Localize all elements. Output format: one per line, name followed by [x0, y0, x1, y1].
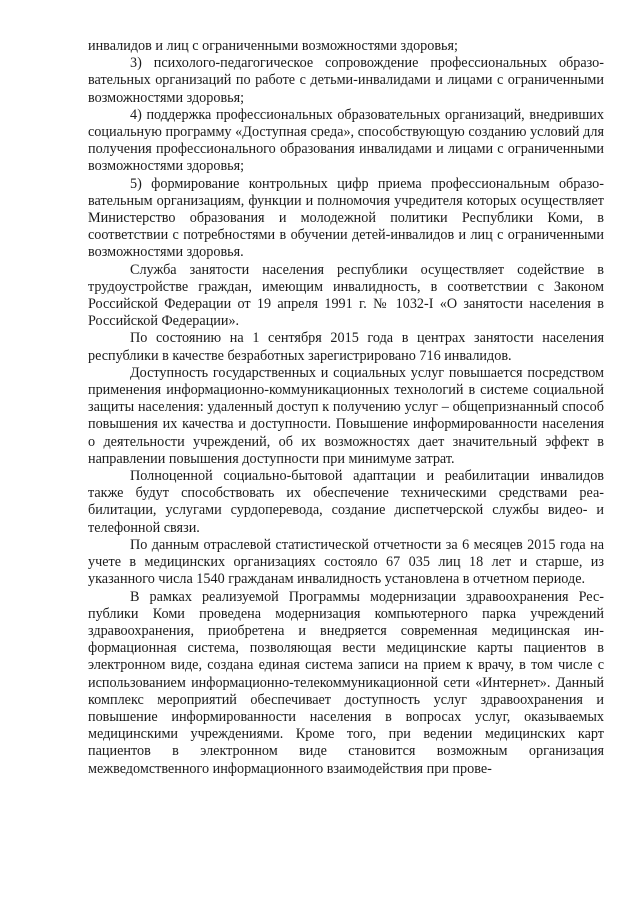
paragraph-service-accessibility: Доступность государственных и социальных услуг повышается посредством применения информационно-коммуникационных технологий в системе социальной защиты населения: удаленный доступ к получению услуг – общепризнанный способ повышения их качества и доступности. Повышение информированности населения о деятельности учреждений, об их возможностях дает значительный эффект в направлении повышения доступности при минимуме затрат. [88, 364, 604, 467]
paragraph-employment-service: Служба занятости населения республики осуществляет содействие в трудоустройстве граждан, имеющим инвалидность, в соответствии с Законом Российской Федерации от 19 апреля 1991 г. № 1032-I «О занятости населения в Российской Федерации». [88, 261, 604, 330]
paragraph-continuation: инвалидов и лиц с ограниченными возможностями здоровья; [88, 38, 458, 54]
document-page [88, 38, 604, 778]
paragraph-item-4: 4) поддержка профессиональных образовательных организаций, внедривших социальную программу «Доступная среда», способствующую созданию условий для получения профессионального образования инвалидами и лицами с ограниченными возможностями здоровья; [88, 106, 604, 175]
paragraph-item-5: 5) формирование контрольных цифр приема профессиональным образовательным организациям, функции и полномочия учредителя которых осуществляет Министерство образования и молодежной политики Республики Коми, в соответствии с потребностями в обучении детей-инвалидов и лиц с ограниченными возможностями здоровья. [88, 175, 604, 261]
paragraph-healthcare-modernization: В рамках реализуемой Программы модернизации здравоохранения Республики Коми проведена модернизация компьютерного парка учреждений здравоохранения, приобретена и внедряется современная медицинская информационная система, позволяющая вести медицинские карты пациентов в электронном виде, создана единая система записи на прием к врачу, в том числе с использованием информационно-телекоммуникационной сети «Интернет». Данный комплекс мероприятий обеспечивает доступность услуг здравоохранения и повышение информированности населения в вопросах услуг, оказываемых медицинскими учреждениями. Кроме того, при ведении медицинских карт пациентов в электронном виде становится возможным организация межведомственного информационного взаимодействия при прове- [88, 588, 604, 777]
paragraph-item-3: 3) психолого-педагогическое сопровождение профессиональных образовательных организаций по работе с детьми-инвалидами и лицами с ограниченными возможностями здоровья; [88, 55, 604, 106]
paragraph-unemployed-count: По состоянию на 1 сентября 2015 года в центрах занятости населения республики в качестве безработных зарегистрировано 716 инвалидов. [88, 330, 604, 364]
paragraph-statistics: По данным отраслевой статистической отчетности за 6 месяцев 2015 года на учете в медицинских организациях состояло 67 035 лиц 18 лет и старше, из указанного числа 1540 гражданам инвалидность установлена в отчетном периоде. [88, 536, 604, 588]
paragraph-rehabilitation: Полноценной социально-бытовой адаптации и реабилитации инвалидов также будут способствовать их обеспечение техническими средствами реабилитации, услугами сурдоперевода, создание диспетчерской службы видео- и телефонной связи. [88, 468, 604, 536]
